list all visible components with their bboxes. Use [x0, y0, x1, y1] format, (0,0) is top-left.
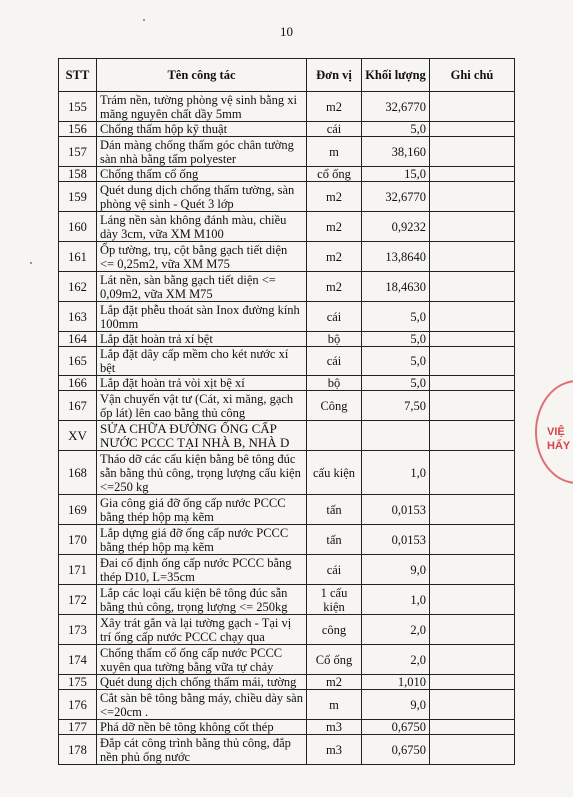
row-note	[430, 137, 515, 167]
row-unit: m3	[307, 720, 362, 735]
row-note	[430, 122, 515, 137]
row-note	[430, 451, 515, 495]
row-quantity: 32,6770	[362, 182, 430, 212]
row-stt: 164	[59, 332, 97, 347]
row-stt: 163	[59, 302, 97, 332]
section-row	[59, 421, 515, 451]
row-task-name: Chống thấm cổ ống	[97, 167, 307, 182]
table-row	[59, 376, 515, 391]
row-unit: tấn	[307, 495, 362, 525]
table-row	[59, 272, 515, 302]
header-quantity: Khối lượng	[362, 59, 430, 92]
row-quantity: 5,0	[362, 122, 430, 137]
row-note	[430, 347, 515, 376]
row-task-name: Quét dung dịch chống thấm tường, sàn phòng vệ sinh - Quét 3 lớp	[97, 182, 307, 212]
header-task-name: Tên công tác	[97, 59, 307, 92]
row-unit: m	[307, 137, 362, 167]
row-stt: 173	[59, 615, 97, 645]
row-note	[430, 585, 515, 615]
row-unit: cái	[307, 122, 362, 137]
table-row	[59, 675, 515, 690]
row-note	[430, 690, 515, 720]
work-items-table	[58, 58, 515, 765]
page-number: 10	[280, 24, 293, 39]
row-note	[430, 332, 515, 347]
row-task-name: Xây trát gắn và lại tường gạch - Tại vị trí ống cấp nước PCCC chạy qua	[97, 615, 307, 645]
row-stt: 157	[59, 137, 97, 167]
row-quantity: 0,0153	[362, 495, 430, 525]
row-stt: 177	[59, 720, 97, 735]
row-task-name: Lắp đặt phễu thoát sàn Inox đường kính 100mm	[97, 302, 307, 332]
row-stt: 166	[59, 376, 97, 391]
row-task-name: Trám nền, tường phòng vệ sinh bằng xi măng nguyên chất dầy 5mm	[97, 92, 307, 122]
row-note	[430, 272, 515, 302]
row-task-name: Lắp đặt dây cấp mềm cho két nước xí bệt	[97, 347, 307, 376]
row-task-name: Vận chuyển vật tư (Cát, xi măng, gạch ốp lát) lên cao bằng thủ công	[97, 391, 307, 421]
row-quantity: 5,0	[362, 376, 430, 391]
header-stt: STT	[59, 59, 97, 92]
row-note	[430, 391, 515, 421]
row-task-name: Láng nền sàn không đánh màu, chiều dày 3cm, vữa XM M100	[97, 212, 307, 242]
row-task-name: Lắp đặt hoàn trả vòi xịt bệ xí	[97, 376, 307, 391]
row-unit: bộ	[307, 376, 362, 391]
row-task-name: SỬA CHỮA ĐƯỜNG ỐNG CẤP NƯỚC PCCC TẠI NHÀ B, NHÀ D	[97, 421, 307, 451]
row-quantity: 18,4630	[362, 272, 430, 302]
row-stt: 159	[59, 182, 97, 212]
row-unit: tấn	[307, 525, 362, 555]
row-note	[430, 555, 515, 585]
row-unit: cái	[307, 302, 362, 332]
row-quantity: 2,0	[362, 645, 430, 675]
table-row	[59, 167, 515, 182]
row-stt: 162	[59, 272, 97, 302]
row-task-name: Chống thấm cổ ống cấp nước PCCC xuyên qua tường bằng vữa tự chảy	[97, 645, 307, 675]
row-quantity	[362, 421, 430, 451]
row-unit: m2	[307, 242, 362, 272]
table-row	[59, 182, 515, 212]
table-row	[59, 735, 515, 765]
row-unit: công	[307, 615, 362, 645]
row-unit: cấu kiện	[307, 451, 362, 495]
table-row	[59, 690, 515, 720]
table-row	[59, 451, 515, 495]
scan-speck	[143, 19, 145, 21]
row-quantity: 1,0	[362, 451, 430, 495]
row-note	[430, 495, 515, 525]
header-unit: Đơn vị	[307, 59, 362, 92]
row-stt: 167	[59, 391, 97, 421]
table-row	[59, 122, 515, 137]
row-stt: 155	[59, 92, 97, 122]
row-unit: 1 cấu kiện	[307, 585, 362, 615]
row-quantity: 13,8640	[362, 242, 430, 272]
row-unit: m2	[307, 675, 362, 690]
table-row	[59, 495, 515, 525]
row-stt: 171	[59, 555, 97, 585]
row-note	[430, 675, 515, 690]
row-task-name: Lắp dựng giá đỡ ống cấp nước PCCC bằng thép hộp mạ kẽm	[97, 525, 307, 555]
row-unit: m2	[307, 182, 362, 212]
row-note	[430, 92, 515, 122]
row-unit: m	[307, 690, 362, 720]
table-row	[59, 615, 515, 645]
row-quantity: 5,0	[362, 302, 430, 332]
row-stt: 176	[59, 690, 97, 720]
scan-speck	[30, 262, 32, 264]
row-unit: m3	[307, 735, 362, 765]
row-stt: 169	[59, 495, 97, 525]
row-stt: 156	[59, 122, 97, 137]
row-quantity: 1,0	[362, 585, 430, 615]
row-quantity: 9,0	[362, 555, 430, 585]
header-note: Ghi chú	[430, 59, 515, 92]
row-note	[430, 735, 515, 765]
table-row	[59, 212, 515, 242]
row-quantity: 2,0	[362, 615, 430, 645]
table-row	[59, 555, 515, 585]
row-note	[430, 242, 515, 272]
row-task-name: Cắt sàn bê tông bằng máy, chiều dày sàn <=20cm .	[97, 690, 307, 720]
table-header-row	[59, 59, 515, 92]
row-quantity: 0,6750	[362, 720, 430, 735]
table-row	[59, 391, 515, 421]
row-quantity: 0,9232	[362, 212, 430, 242]
red-stamp	[535, 380, 573, 490]
row-quantity: 32,6770	[362, 92, 430, 122]
row-task-name: Gia công giá đỡ ống cấp nước PCCC bằng thép hộp mạ kẽm	[97, 495, 307, 525]
row-note	[430, 167, 515, 182]
row-stt: 168	[59, 451, 97, 495]
row-unit: Công	[307, 391, 362, 421]
row-note	[430, 302, 515, 332]
table-row	[59, 302, 515, 332]
row-stt: XV	[59, 421, 97, 451]
row-unit: m2	[307, 92, 362, 122]
table-row	[59, 347, 515, 376]
row-stt: 172	[59, 585, 97, 615]
table-row	[59, 332, 515, 347]
row-note	[430, 182, 515, 212]
row-unit	[307, 421, 362, 451]
row-note	[430, 376, 515, 391]
row-task-name: Lát nền, sàn bằng gạch tiết diện <= 0,09m2, vữa XM M75	[97, 272, 307, 302]
row-unit: cổ ống	[307, 167, 362, 182]
row-stt: 174	[59, 645, 97, 675]
row-stt: 158	[59, 167, 97, 182]
row-note	[430, 212, 515, 242]
row-task-name: Chống thấm hộp kỹ thuật	[97, 122, 307, 137]
row-quantity: 7,50	[362, 391, 430, 421]
table-row	[59, 720, 515, 735]
row-note	[430, 525, 515, 555]
row-task-name: Quét dung dịch chống thấm mái, tường	[97, 675, 307, 690]
row-quantity: 5,0	[362, 332, 430, 347]
row-stt: 161	[59, 242, 97, 272]
row-unit: m2	[307, 212, 362, 242]
stamp-text-1: VIỆ	[547, 426, 565, 438]
table-row	[59, 585, 515, 615]
table-row	[59, 525, 515, 555]
row-stt: 175	[59, 675, 97, 690]
row-stt: 178	[59, 735, 97, 765]
row-quantity: 9,0	[362, 690, 430, 720]
row-unit: bộ	[307, 332, 362, 347]
table-body	[59, 92, 515, 765]
row-task-name: Đai cố định ống cấp nước PCCC bằng thép D10, L=35cm	[97, 555, 307, 585]
row-note	[430, 421, 515, 451]
row-quantity: 38,160	[362, 137, 430, 167]
row-task-name: Đắp cát công trình bằng thủ công, đắp nền phủ ống nước	[97, 735, 307, 765]
row-task-name: Tháo dỡ các cấu kiện bằng bê tông đúc sẵn bằng thủ công, trọng lượng cấu kiện <=250 kg	[97, 451, 307, 495]
row-note	[430, 720, 515, 735]
row-quantity: 1,010	[362, 675, 430, 690]
row-unit: Cổ ống	[307, 645, 362, 675]
table-row	[59, 137, 515, 167]
table-row	[59, 92, 515, 122]
row-task-name: Lắp đặt hoàn trả xí bệt	[97, 332, 307, 347]
row-task-name: Phá dỡ nền bê tông không cốt thép	[97, 720, 307, 735]
table-row	[59, 645, 515, 675]
row-stt: 160	[59, 212, 97, 242]
row-quantity: 15,0	[362, 167, 430, 182]
stamp-text-2: HẤY	[547, 440, 571, 452]
row-unit: m2	[307, 272, 362, 302]
row-unit: cái	[307, 555, 362, 585]
row-note	[430, 645, 515, 675]
row-task-name: Ốp tường, trụ, cột bằng gạch tiết diện <= 0,25m2, vữa XM M75	[97, 242, 307, 272]
row-note	[430, 615, 515, 645]
row-stt: 170	[59, 525, 97, 555]
table-row	[59, 242, 515, 272]
row-stt: 165	[59, 347, 97, 376]
row-quantity: 5,0	[362, 347, 430, 376]
row-quantity: 0,6750	[362, 735, 430, 765]
row-task-name: Dán màng chống thấm góc chân tường sàn nhà bằng tấm polyester	[97, 137, 307, 167]
row-task-name: Lắp các loại cấu kiện bê tông đúc sẵn bằng thủ công, trọng lượng <= 250kg	[97, 585, 307, 615]
row-quantity: 0,0153	[362, 525, 430, 555]
row-unit: cái	[307, 347, 362, 376]
